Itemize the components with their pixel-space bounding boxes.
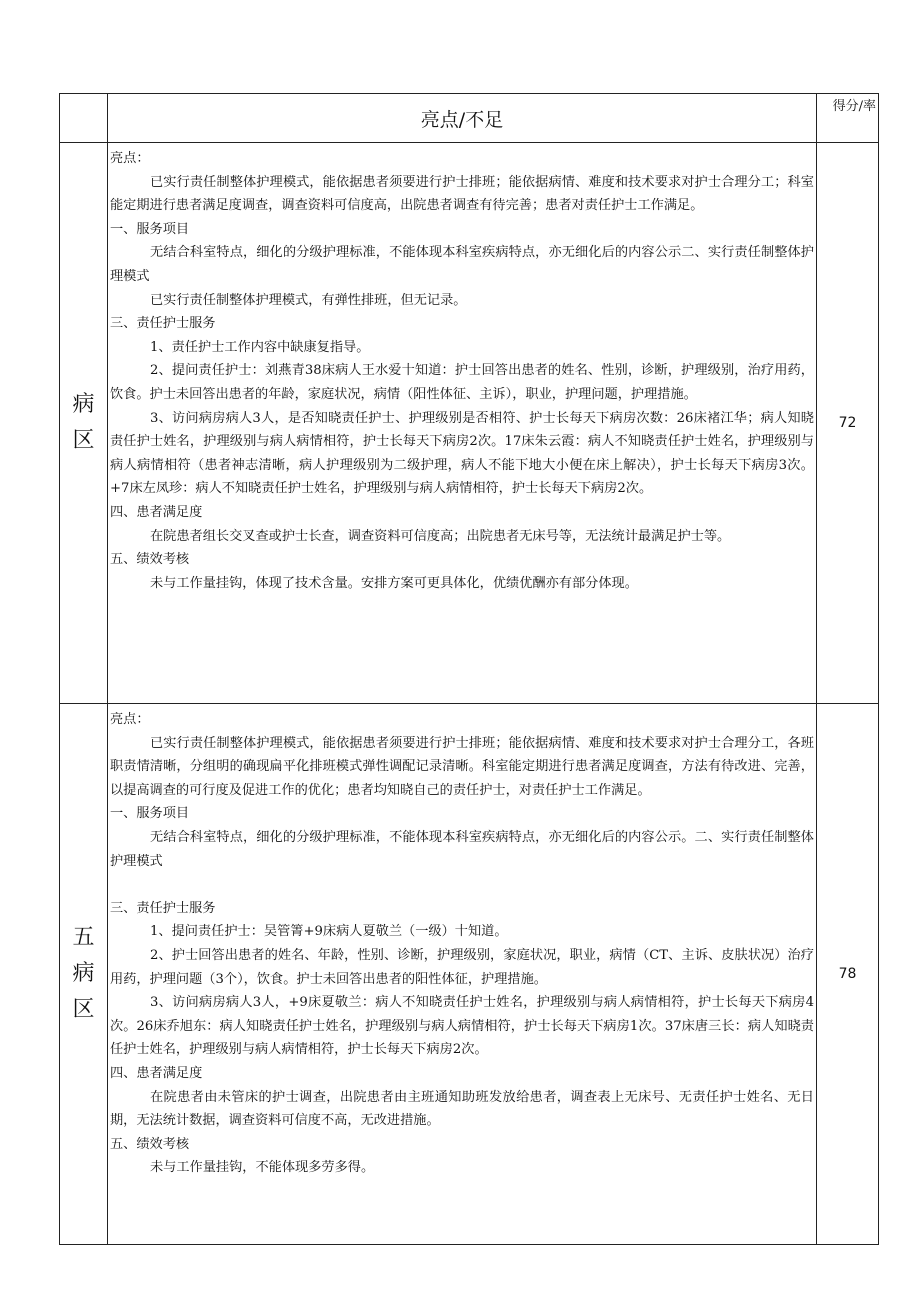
ward-name-char: 病 — [72, 392, 95, 417]
section-heading: 亮点： — [110, 712, 150, 727]
ward-row — [60, 143, 879, 704]
body-paragraph: 2、提问责任护士：刘燕青38床病人王水爱十知道：护士回答出患者的姓名、性别，诊断，护理级别，治疗用药，饮食。护士未回答出患者的年龄，家庭状况，病情（阳性体征、主诉），职业，护理问题，护理措施。 — [110, 363, 814, 402]
body-paragraph: 在院患者由未管床的护士调查，出院患者由主班通知助班发放给患者，调查表上无床号、无责任护士姓名、无日期，无法统计数据，调查资料可信度不高，无改进措施。 — [110, 1089, 814, 1129]
body-paragraph: 1、提问责任护士：吴管箐+9床病人夏敬兰（一级）十知道。 — [150, 924, 508, 940]
section-heading: 四、患者满足度 — [110, 1065, 203, 1081]
section-heading: 一、服务项目 — [110, 806, 190, 822]
body-paragraph: 已实行责任制整体护理模式，能依据患者须要进行护士排班；能依据病情、难度和技术要求对护士合理分工，各班职责情清晰，分组明的确现扁平化排班模式弹性调配记录清晰。科室能定期进行患者满足度调查，方法有待改进、完善，以提高调查的可行度及促进工作的优化；患者均知晓自己的责任护士，对责任护士工作满足。 — [110, 735, 814, 798]
section-heading: 一、服务项目 — [110, 221, 190, 237]
body-paragraph: 1、责任护士工作内容中缺康复指导。 — [150, 339, 370, 355]
evaluation-content — [108, 704, 817, 1245]
ward-name-char: 五 — [72, 925, 95, 950]
body-paragraph: 3、访问病房病人3人，+9床夏敬兰：病人不知晓责任护士姓名，护理级别与病人病情相符，护士长每天下病房4次。26床乔旭东：病人知晓责任护士姓名，护理级别与病人病情相符，护士长每天下病房1次。37床唐三长：病人知晓责任护士姓名，护理级别与病人病情相符，护士长每天下病房2次。 — [110, 995, 814, 1058]
section-heading: 四、患者满足度 — [110, 504, 203, 520]
ward-name-char: 病 — [72, 961, 95, 986]
blank-line — [110, 873, 814, 897]
body-paragraph: 已实行责任制整体护理模式，能依据患者须要进行护士排班；能依据病情、难度和技术要求对护士合理分工；科室能定期进行患者满足度调查，调查资料可信度高，出院患者调查有待完善；患者对责任护士工作满足。 — [110, 174, 814, 214]
body-paragraph: 已实行责任制整体护理模式，有弹性排班，但无记录。 — [150, 292, 467, 308]
body-paragraph: 3、访问病房病人3人，是否知晓责任护士、护理级别是否相符、护士长每天下病房次数：26床褚江华；病人知晓责任护士姓名，护理级别与病人病情相符，护士长每天下病房2次。17床朱云霞：病人不知晓责任护士姓名，护理级别与病人病情相符（患者神志清晰，病人护理级别为二级护理，病人不能下地大小便在床上解决），护士长每天下病房3次。+7床左凤珍：病人不知晓责任护士姓名，护理级别与病人病情相符，护士长每天下病房2次。 — [110, 410, 814, 497]
ward-name-cell — [60, 143, 108, 704]
body-paragraph: 未与工作量挂钩，体现了技术含量。安排方案可更具体化，优绩优酬亦有部分体现。 — [150, 575, 638, 591]
header-ward-cell — [60, 94, 108, 143]
section-heading: 亮点： — [110, 151, 150, 166]
evaluation-content — [108, 143, 817, 704]
header-row — [60, 94, 879, 143]
ward-row — [60, 704, 879, 1245]
header-title: 亮点/不足 — [108, 94, 817, 143]
evaluation-table — [59, 93, 879, 1245]
score-cell: 72 — [817, 143, 879, 704]
section-heading: 五、绩效考核 — [110, 1136, 190, 1152]
section-heading: 三、责任护士服务 — [110, 900, 216, 916]
body-paragraph: 无结合科室特点，细化的分级护理标准，不能体现本科室疾病特点，亦无细化后的内容公示二、实行责任制整体护理模式 — [110, 245, 814, 284]
ward-name-char: 区 — [72, 428, 95, 453]
body-paragraph: 未与工作量挂钩，不能体现多劳多得。 — [150, 1160, 375, 1176]
ward-name-cell — [60, 704, 108, 1245]
ward-name-char: 区 — [72, 997, 95, 1022]
body-paragraph: 在院患者组长交叉查或护士长查，调查资料可信度高；出院患者无床号等，无法统计最满足护士等。 — [150, 528, 731, 544]
body-paragraph: 2、护士回答出患者的姓名、年龄，性别、诊断，护理级别，家庭状况，职业，病情（CT、主诉、皮肤状况）治疗用药，护理问题（3个），饮食。护士未回答出患者的阳性体征，护理措施。 — [110, 947, 814, 987]
body-paragraph: 无结合科室特点，细化的分级护理标准，不能体现本科室疾病特点，亦无细化后的内容公示。二、实行责任制整体护理模式 — [110, 829, 814, 869]
header-score-label: 得分/率 — [817, 94, 879, 143]
section-heading: 五、绩效考核 — [110, 552, 190, 568]
score-cell: 78 — [817, 704, 879, 1245]
section-heading: 三、责任护士服务 — [110, 316, 216, 332]
